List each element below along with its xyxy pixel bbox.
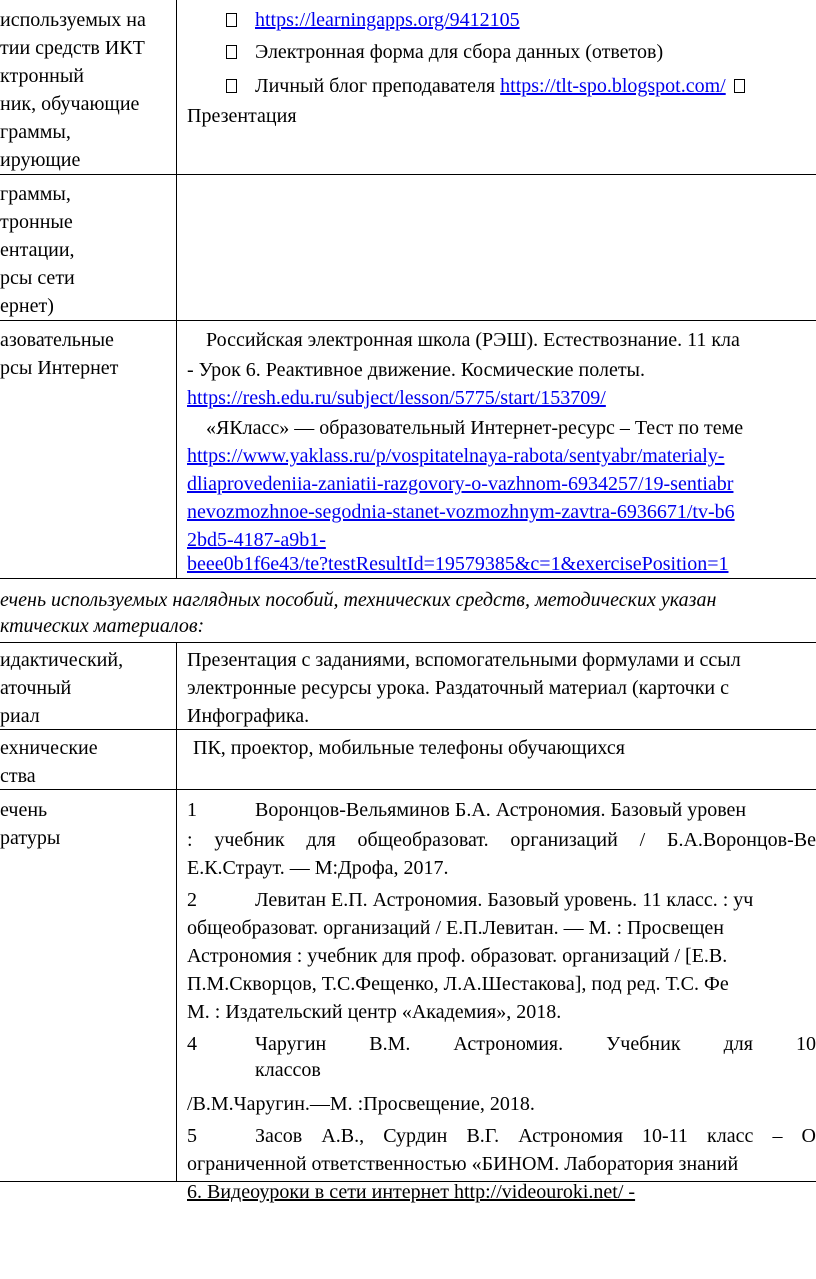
checkbox-square-icon: [734, 79, 745, 93]
book-5-word: –: [772, 1125, 783, 1147]
row-divider-ict2-bottom: [0, 320, 816, 321]
yaklass-link-part-3[interactable]: nevozmozhnoe-segodnia-stanet-vozmozhnym-zavtra-6936671/tv-b6: [187, 501, 735, 523]
book-4-word: Астрономия.: [453, 1033, 564, 1055]
yaklass-link-line-1: [187, 442, 724, 470]
book-2-line-5: М. : Издательский центр «Академия», 2018.: [187, 1001, 562, 1023]
section-heading-line-1: ечень используемых наглядных пособий, технических средств, методических указан: [0, 589, 717, 611]
book-2-number: 2: [187, 889, 197, 911]
book-5-line-2: ограниченной ответственностью «БИНОМ. Лаборатория знаний: [187, 1153, 739, 1175]
yaklass-link-part-4[interactable]: 2bd5-4187-a9b1-: [187, 529, 326, 551]
book-2-line-1: Левитан Е.П. Астрономия. Базовый уровень. 11 класс. : уч: [255, 889, 754, 911]
resh-link: [187, 384, 606, 412]
left-col-ict-line-9: ентации,: [0, 239, 75, 261]
yaklass-link-line-2: [187, 470, 733, 498]
book-4-line-3: /В.М.Чаругин.—М. :Просвещение, 2018.: [187, 1093, 535, 1115]
book-4-word: В.М.: [369, 1033, 411, 1055]
book-5-word: класс: [707, 1125, 754, 1147]
book-2-line-2: общеобразоват. организаций / Е.П.Левитан. — М. : Просвещен: [187, 917, 725, 939]
book-2-line-3: Астрономия : учебник для проф. образоват. организаций / [Е.В.: [187, 945, 728, 967]
column-divider-bottom-table: [176, 642, 177, 1182]
row-divider-edu-bottom: [0, 578, 816, 579]
videouroki-item[interactable]: 6. Видеоуроки в сети интернет http://videouroki.net/ -: [187, 1181, 636, 1203]
left-col-ict-line-10: рсы сети: [0, 267, 75, 289]
book-5-word: Сурдин: [383, 1125, 448, 1147]
checkbox-square-icon: [226, 45, 237, 59]
book-1-word: организаций: [510, 829, 618, 851]
left-col-edu-line-1: азовательные: [0, 329, 114, 351]
section-heading-line-2: ктических материалов:: [0, 615, 205, 637]
book-4-number: 4: [187, 1033, 197, 1055]
left-col-ict-line-7: граммы,: [0, 183, 71, 205]
resh-description-line-1: Российская электронная школа (РЭШ). Естествознание. 11 кла: [206, 329, 740, 351]
left-col-didactic-line-1: идактический,: [0, 649, 124, 671]
book-1-word: общеобразоват.: [357, 829, 489, 851]
left-col-ict-line-4: ник, обучающие: [0, 93, 140, 115]
book-5-word: В.Г.: [466, 1125, 500, 1147]
resh-lesson-link[interactable]: https://resh.edu.ru/subject/lesson/5775/start/153709/: [187, 387, 606, 409]
book-4-line-1: [255, 1030, 816, 1058]
row-divider-didactic-top: [0, 642, 816, 643]
left-col-ict-line-8: тронные: [0, 211, 73, 233]
book-1-number: 1: [187, 799, 197, 821]
yaklass-link-part-5[interactable]: beee0b1f6e43/te?testResultId=19579385&c=1&exercisePosition=1: [187, 553, 729, 575]
book-1-word: Б.А.Воронцов-Ве: [666, 829, 816, 851]
ict-item-3: [226, 72, 745, 100]
book-1-word: учебник: [214, 829, 285, 851]
book-1-word: для: [306, 829, 336, 851]
book-4-word: 10: [795, 1033, 816, 1055]
book-4-word: Учебник: [606, 1033, 681, 1055]
book-5-word: А.В.,: [321, 1125, 365, 1147]
left-col-ict-line-1: используемых на: [0, 9, 146, 31]
book-1-word: :: [187, 829, 193, 851]
row-divider-didactic-bottom: [0, 729, 816, 730]
book-5-word: Астрономия: [518, 1125, 623, 1147]
book-5-line-1: [255, 1122, 816, 1150]
book-5-number: 5: [187, 1125, 197, 1147]
left-col-ict-line-11: ернет): [0, 295, 54, 317]
ict-item-3-text: Личный блог преподавателя: [255, 75, 501, 97]
left-col-tech-line-2: ства: [0, 765, 36, 787]
didactic-line-3: Инфографика.: [187, 705, 310, 727]
yaklass-link-part-1[interactable]: https://www.yaklass.ru/p/vospitatelnaya-rabota/sentyabr/materialy-: [187, 445, 725, 467]
left-col-ict-line-3: ктронный: [0, 65, 84, 87]
learningapps-link[interactable]: https://learningapps.org/9412105: [255, 9, 520, 31]
didactic-line-1: Презентация с заданиями, вспомогательными формулами и ссыл: [187, 649, 741, 671]
didactic-line-2: электронные ресурсы урока. Раздаточный материал (карточки с: [187, 677, 730, 699]
book-1-line-2: [187, 826, 816, 854]
book-4-word: для: [723, 1033, 753, 1055]
book-5-word: О: [801, 1125, 816, 1147]
ict-item-4: Презентация: [187, 105, 297, 127]
left-col-lit-line-1: ечень: [0, 799, 48, 821]
tech-means-text: ПК, проектор, мобильные телефоны обучающихся: [193, 737, 625, 759]
book-1-line-1: Воронцов-Вельяминов Б.А. Астрономия. Базовый уровен: [255, 799, 747, 821]
book-1-line-3: Е.К.Страут. — М:Дрофа, 2017.: [187, 857, 449, 879]
book-4-line-2: классов: [255, 1059, 321, 1081]
checkbox-square-icon: [226, 13, 237, 27]
left-col-ict-line-5: граммы,: [0, 121, 71, 143]
book-2-line-4: П.М.Скворцов, Т.С.Фещенко, Л.А.Шестакова], под ред. Т.С. Фе: [187, 973, 729, 995]
yaklass-description: «ЯКласс» — образовательный Интернет-ресурс – Тест по теме: [206, 417, 744, 439]
checkbox-square-icon: [226, 79, 237, 93]
left-col-ict-line-6: ирующие: [0, 149, 81, 171]
book-4-word: Чаругин: [255, 1033, 327, 1055]
book-5-word: 10-11: [642, 1125, 688, 1147]
left-col-didactic-line-3: риал: [0, 705, 40, 727]
book-1-word: /: [639, 829, 646, 851]
left-col-tech-line-1: ехнические: [0, 737, 98, 759]
ict-item-2-text: Электронная форма для сбора данных (ответов): [255, 41, 664, 63]
yaklass-link-line-3: [187, 498, 735, 526]
column-divider-top-table: [176, 0, 177, 579]
blog-link[interactable]: https://tlt-spo.blogspot.com/: [500, 75, 726, 97]
book-5-word: Засов: [255, 1125, 303, 1147]
left-col-didactic-line-2: аточный: [0, 677, 72, 699]
resh-description-line-2: - Урок 6. Реактивное движение. Космические полеты.: [187, 359, 645, 381]
row-divider-tech-bottom: [0, 789, 816, 790]
left-col-lit-line-2: ратуры: [0, 827, 61, 849]
left-col-edu-line-2: рсы Интернет: [0, 357, 119, 379]
yaklass-link-part-2[interactable]: dliaprovedeniia-zaniatii-razgovory-o-vazhnom-6934257/19-sentiabr: [187, 473, 734, 495]
yaklass-link-line-5: [187, 550, 729, 578]
left-col-ict-line-2: тии средств ИКТ: [0, 37, 145, 59]
row-divider-ict-bottom: [0, 174, 816, 175]
ict-item-2: [226, 38, 663, 66]
ict-item-1: [226, 6, 520, 34]
